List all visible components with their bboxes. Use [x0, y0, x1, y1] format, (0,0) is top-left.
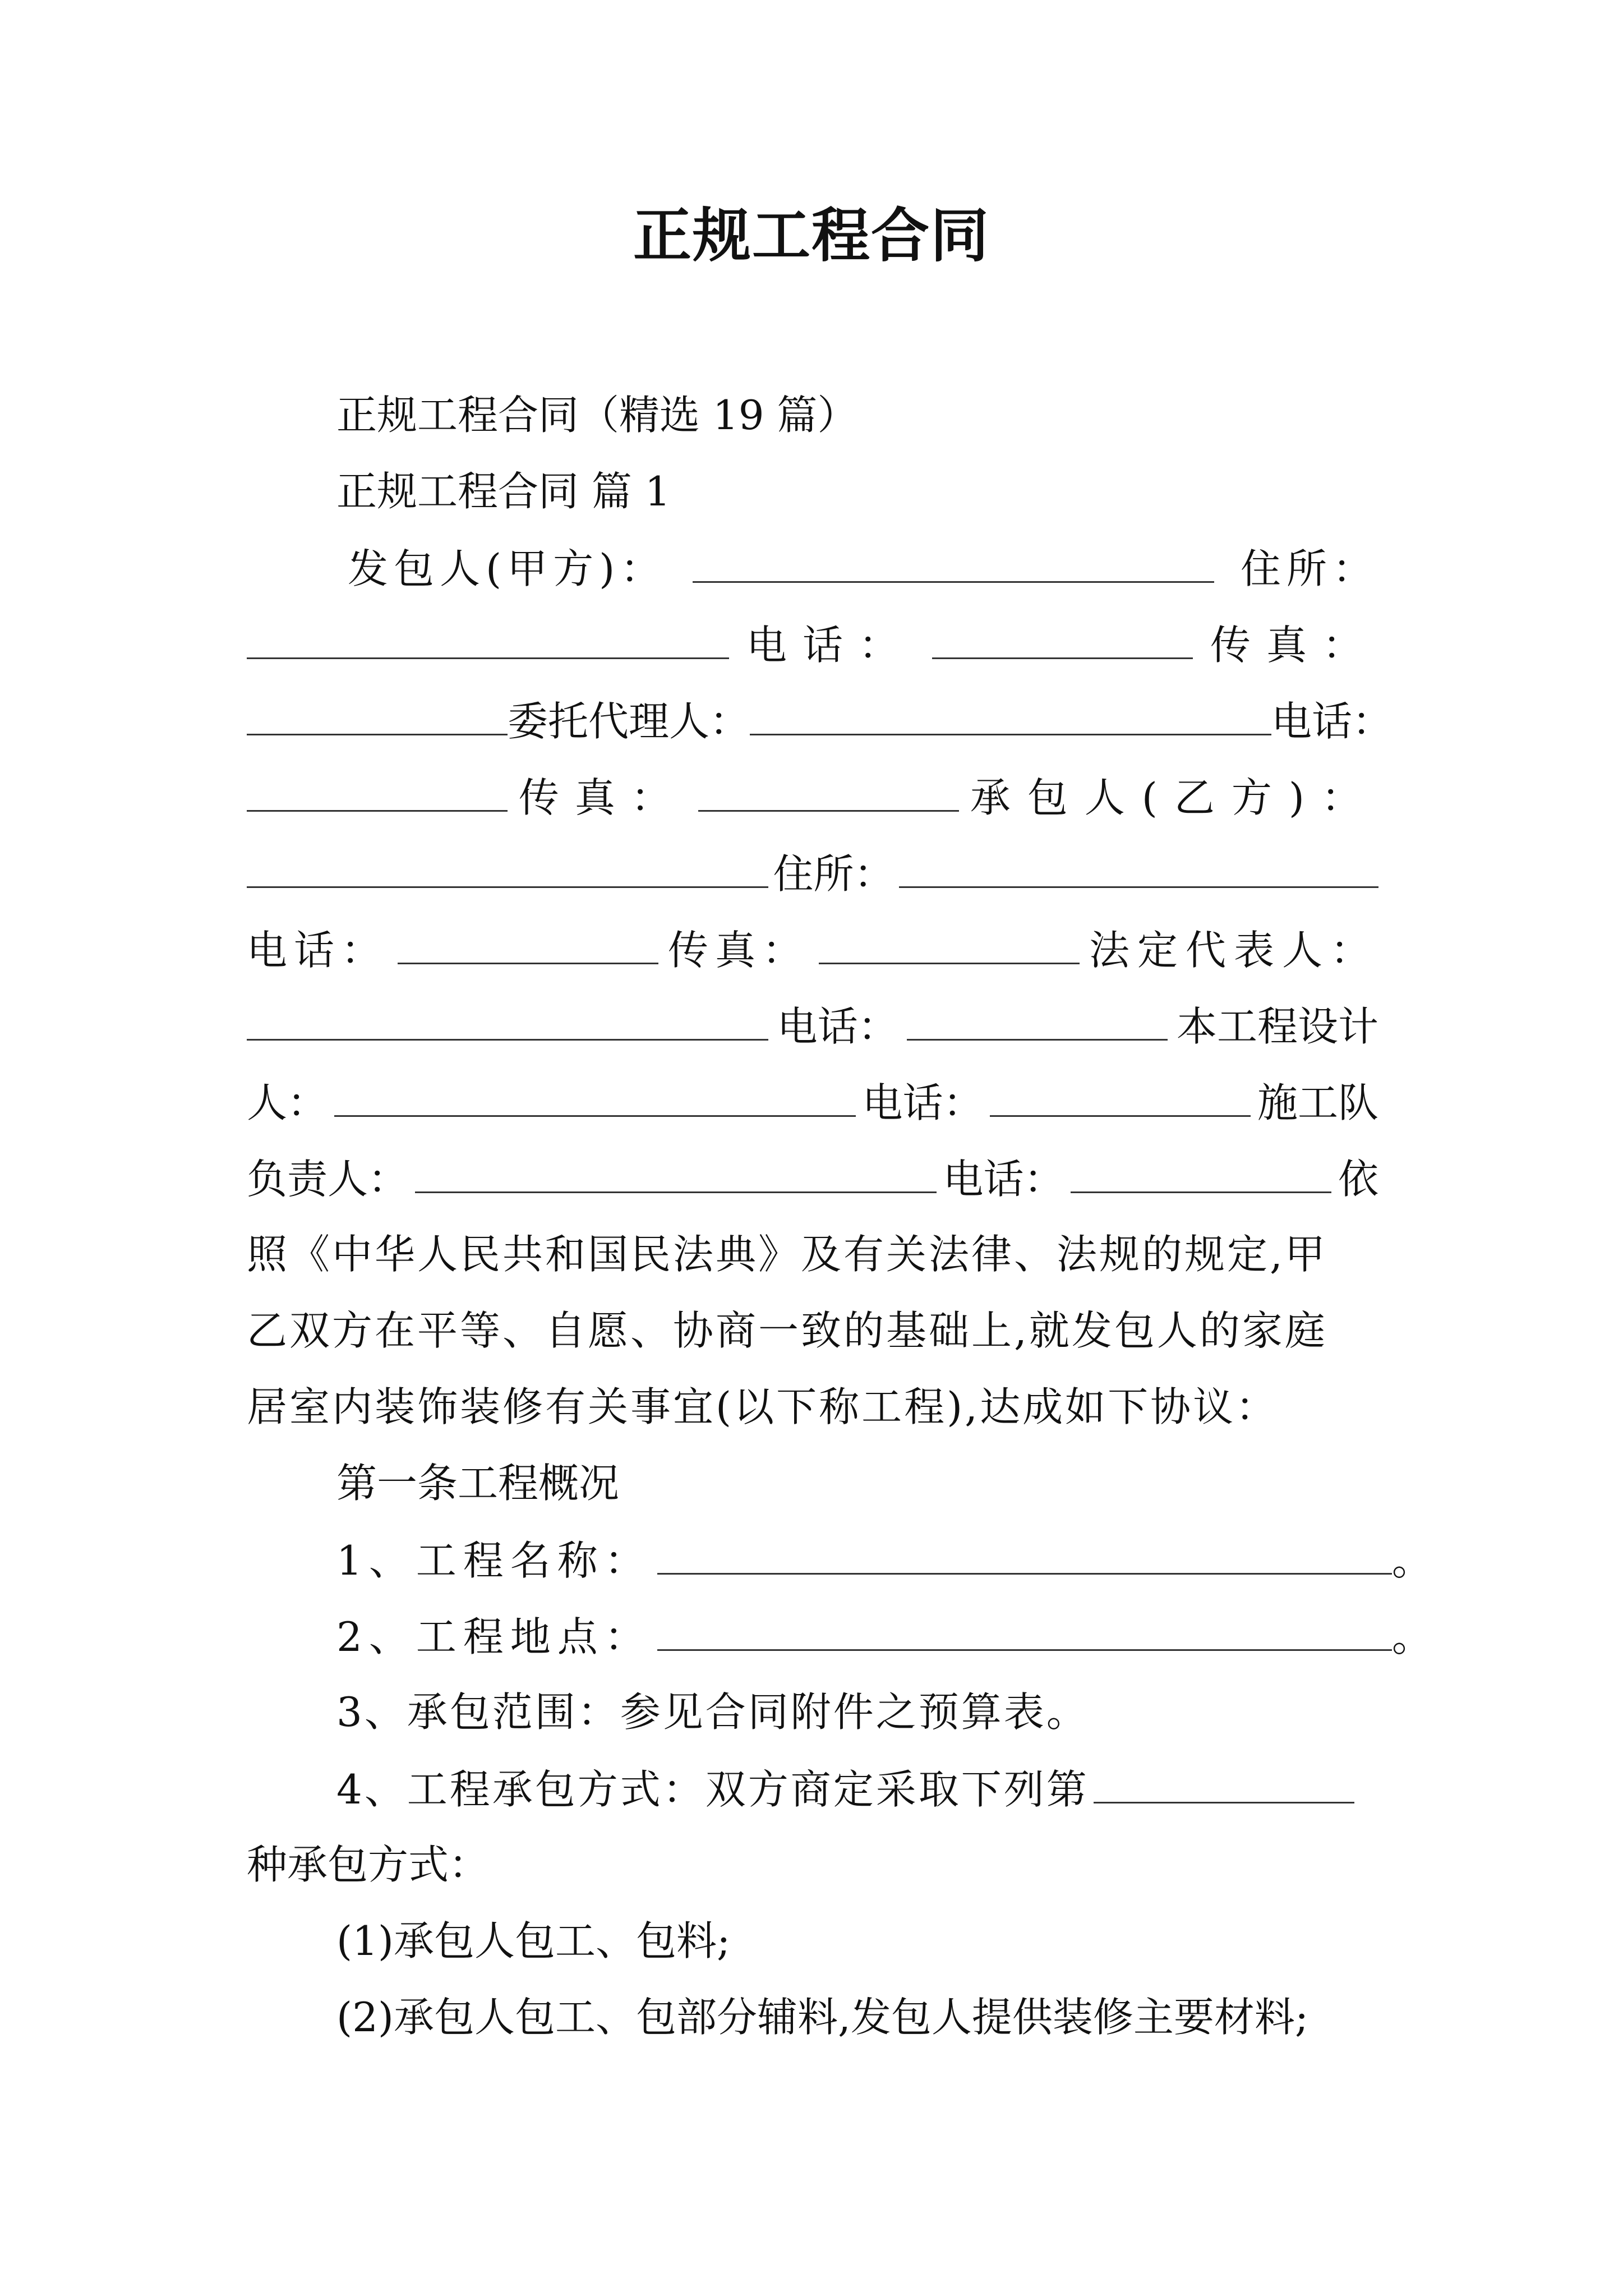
project-location-end: 。 — [1391, 1613, 1432, 1660]
article1-heading: 第一条工程概况 — [336, 1460, 620, 1507]
party-line-5 — [247, 839, 1378, 907]
agent-phone-label: 电话： — [1271, 698, 1393, 745]
contractor-phone-blank — [398, 915, 658, 964]
contract-scope: 3、承包范围：参见合同附件之预算表。 — [336, 1688, 1089, 1736]
contractor-label: 承包人(乙方)： — [970, 774, 1378, 821]
party-line-9 — [247, 1144, 1378, 1212]
party-line-4 — [247, 763, 1378, 830]
legal-rep-label: 法定代表人： — [1089, 927, 1378, 974]
contractor-address-label: 住所： — [773, 850, 895, 898]
legal-rep-phone-label: 电话： — [777, 1003, 898, 1050]
employer-fax-blank — [247, 687, 508, 735]
subtitle: 正规工程合同（精选 19 篇） — [336, 392, 858, 439]
section-heading-line — [247, 458, 1378, 525]
employer-address-blank — [247, 610, 729, 659]
designer-label-a: 本工程设计 — [1176, 1003, 1378, 1050]
contractor-phone-label: 电话： — [247, 927, 389, 974]
section-heading: 正规工程合同 篇 1 — [336, 468, 671, 515]
preamble-start: 依 — [1338, 1156, 1378, 1203]
preamble-line-2 — [247, 1297, 1378, 1364]
project-name-end: 。 — [1391, 1537, 1432, 1584]
project-location-blank — [657, 1602, 1392, 1651]
team-phone-label: 电话： — [943, 1156, 1064, 1203]
designer-label-b: 人： — [247, 1079, 328, 1126]
contract-mode-label: 4、工程承包方式：双方商定采取下列第 — [336, 1766, 1089, 1813]
option-2: (2)承包人包工、包部分辅料,发包人提供装修主要材料; — [336, 1994, 1309, 2041]
employer-address-label: 住所： — [1240, 545, 1378, 592]
contract-mode-cont: 种承包方式： — [247, 1841, 490, 1888]
preamble-line-1 — [247, 1221, 1378, 1288]
legal-rep-blank — [247, 992, 768, 1041]
article1-item1 — [247, 1526, 1432, 1593]
designer-phone-label: 电话： — [862, 1079, 984, 1126]
contractor-fax-label: 传真： — [667, 927, 809, 974]
contractor-fax-blank — [819, 915, 1080, 964]
employer-phone-label: 电话： — [746, 622, 915, 669]
contractor-name-blank — [247, 839, 768, 888]
team-label-b: 负责人： — [247, 1156, 409, 1203]
agent-label: 委托代理人： — [508, 698, 750, 745]
preamble-text-3: 居室内装饰装修有关事宜(以下称工程),达成如下协议： — [247, 1383, 1279, 1430]
preamble-text-2: 乙双方在平等、自愿、协商一致的基础上,就发包人的家庭 — [247, 1307, 1327, 1354]
team-label-a: 施工队 — [1257, 1079, 1378, 1126]
employer-fax-label: 传真： — [1210, 622, 1378, 669]
employer-label: 发包人(甲方)： — [348, 545, 667, 592]
article1-heading-line — [247, 1450, 1378, 1517]
article1-item2 — [247, 1602, 1432, 1669]
party-line-2 — [247, 610, 1378, 678]
party-line-7 — [247, 992, 1378, 1059]
party-line-8 — [247, 1068, 1378, 1135]
contractor-address-blank — [899, 839, 1378, 888]
team-phone-blank — [1071, 1144, 1331, 1193]
employer-name-blank — [693, 534, 1214, 583]
project-location-label: 2、工程地点： — [336, 1613, 652, 1660]
preamble-text-1: 照《中华人民共和国民法典》及有关法律、法规的规定,甲 — [247, 1231, 1327, 1278]
project-name-blank — [657, 1526, 1392, 1575]
team-leader-blank — [415, 1144, 937, 1193]
article1-item4 — [247, 1755, 1378, 1822]
designer-phone-blank — [990, 1068, 1251, 1117]
party-line-6 — [247, 915, 1378, 983]
article1-item3 — [247, 1678, 1378, 1746]
contract-mode-blank — [1094, 1755, 1354, 1803]
party-line-1 — [247, 534, 1378, 601]
designer-name-blank — [334, 1068, 856, 1117]
subtitle-line — [247, 381, 1378, 449]
preamble-line-3 — [247, 1373, 1378, 1441]
project-name-label: 1、工程名称： — [336, 1537, 652, 1584]
agent-name-blank — [750, 687, 1271, 735]
document-title: 正规工程合同 — [633, 201, 990, 270]
legal-rep-phone-blank — [907, 992, 1168, 1041]
article1-option2 — [247, 1984, 1378, 2051]
agent-fax-blank — [698, 763, 959, 812]
party-line-3 — [247, 687, 1393, 754]
article1-option1 — [247, 1907, 1378, 1975]
employer-phone-blank — [932, 610, 1193, 659]
option-1: (1)承包人包工、包料; — [336, 1917, 731, 1964]
agent-fax-label: 传真： — [518, 774, 687, 821]
article1-item4-cont — [247, 1831, 1378, 1898]
agent-phone-blank — [247, 763, 508, 812]
